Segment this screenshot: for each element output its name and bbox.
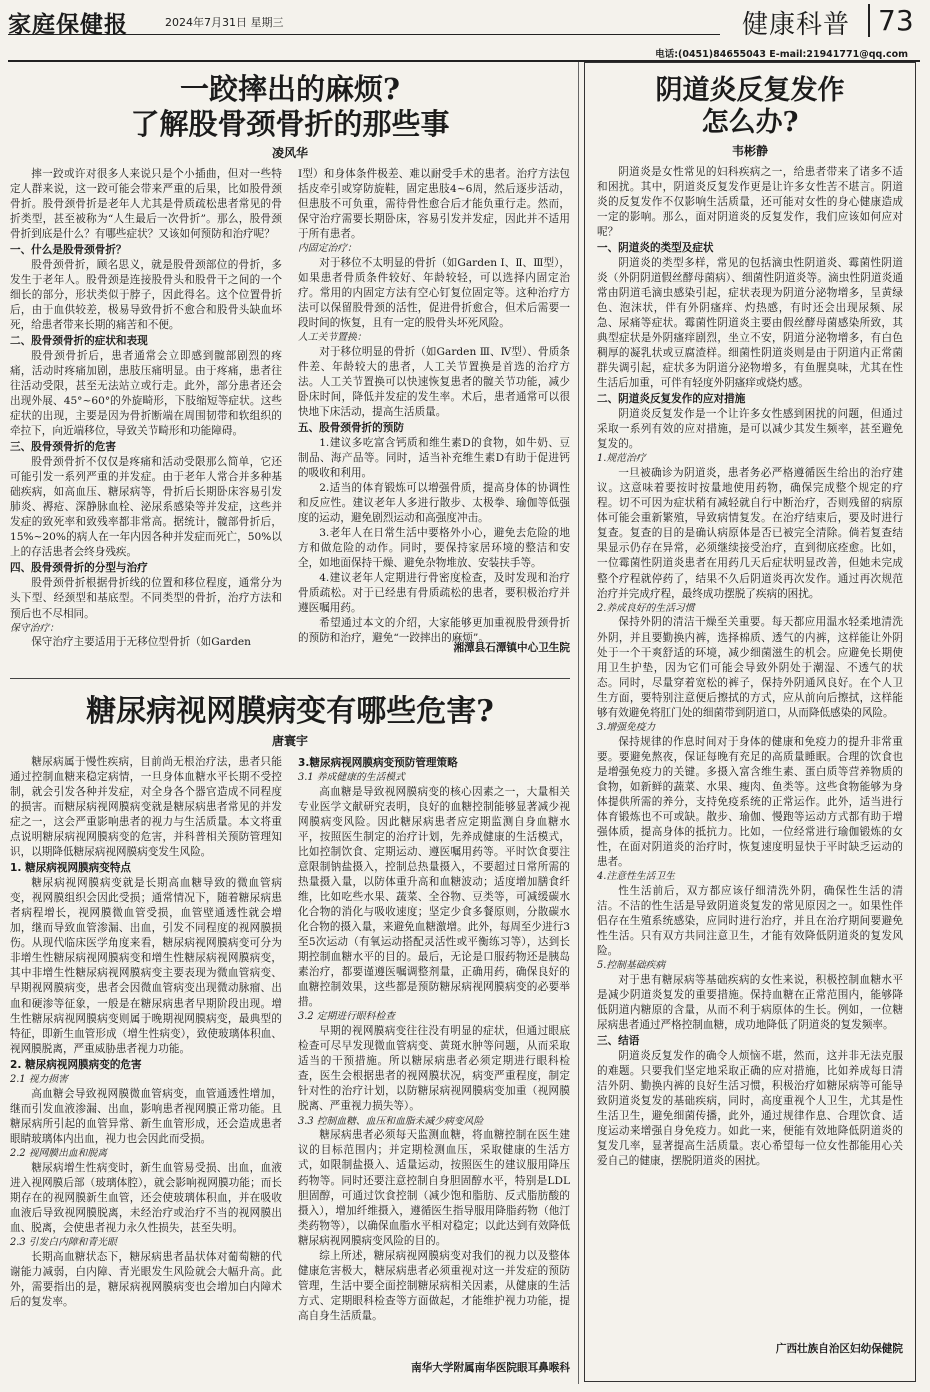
paragraph: 对于患有糖尿病等基础疾病的女性来说，积极控制血糖水平是减少阴道炎复发的重要措施。保持血糖在正常范围内，能够降低阴道内糖原的含量，从而不利于病原体的生长。例如，一位糖尿病患者通过严格控制血糖，成功地降低了阴道炎的复发频率。: [597, 973, 903, 1031]
article3-title-line1: 阴道炎反复发作: [655, 75, 845, 106]
paragraph: Ⅰ型）和身体条件极差、难以耐受手术的患者。治疗方法包括皮牵引或穿防旋鞋，固定患肢4~6周，然后逐步活动，但患肢不可负重，需待骨性愈合后才能负重行走。然而，保守治疗需要长期卧床，容易引发并发症，因此并不适用于所有患者。: [298, 167, 570, 240]
paragraph: 4.建议老年人定期进行骨密度检查，及时发现和治疗骨质疏松。对于已经患有骨质疏松的患者，要积极治疗并遵医嘱用药。: [298, 572, 570, 615]
page-number: 73: [868, 4, 914, 37]
article3-title-line2: 怎么办?: [701, 107, 799, 139]
section-heading: 内固定治疗：: [298, 242, 357, 254]
column-separator: [578, 62, 579, 1384]
issue-date: 2024年7月31日 星期三: [165, 16, 284, 29]
section-heading: 3.糖尿病视网膜病变预防管理策略: [298, 757, 458, 769]
paragraph: 早期的视网膜病变往往没有明显的症状，但通过眼底检查可尽早发现微血管病变、黄斑水肿等问题，从而采取适当的干预措施。所以糖尿病患者必须定期进行眼科检查，医生会根据患者的视网膜状况，病变严重程度，制定针对性的治疗计划，以防糖尿病视网膜病变加重（视网膜脱离、严重视力损失等）。: [298, 1025, 570, 1113]
paragraph: 糖尿病属于慢性疾病，目前尚无根治疗法，患者只能通过控制血糖来稳定病情，一旦身体血糖水平长期不受控制，就会引发各种并发症，对全身各个器官造成不同程度的损害。而糖尿病视网膜病变就是糖尿病患者常见的并发症之一，这会严重影响患者的视力与生活质量。本文将重点说明糖尿病视网膜病变的危害，并科普相关预防管理知识，以期降低糖尿病视网膜病变发生风险。: [10, 756, 282, 859]
article-femoral-neck: [10, 72, 570, 652]
masthead-rule: [8, 34, 720, 35]
section-heading: 1. 糖尿病视网膜病变特点: [10, 862, 132, 875]
article2-column-2: [298, 755, 570, 1365]
section-heading: 五、股骨颈骨折的预防: [298, 421, 404, 434]
paragraph: 长期高血糖状态下，糖尿病患者晶状体对葡萄糖的代谢能力减弱，白内障、青光眼发生风险就会大幅升高。此外，需要指出的是，糖尿病视网膜病变也会增加白内障术后的复发率。: [10, 1250, 282, 1308]
paragraph: 综上所述，糖尿病视网膜病变对我们的视力以及整体健康危害极大，糖尿病患者必须重视对这一并发症的预防管理，生活中要全面控制糖尿病相关因素，从健康的生活方式、定期眼科检查等方面做起，才能维护视力功能，提高自身生活质量。: [298, 1249, 570, 1322]
paragraph: 保持规律的作息时间对于身体的健康和免疫力的提升非常重要。要避免熬夜，保证每晚有充足的高质量睡眠。合理的饮食也是增强免疫力的关键。多摄入富含维生素、蛋白质等营养物质的食物，如新鲜的蔬菜、水果、瘦肉、鱼类等。这些食物能够为身体提供所需的养分，支持免疫系统的正常运作。此外，适当进行体育锻炼也不可或缺。散步、瑜伽、慢跑等运动方式都有助于增强体质，提高身体的抵抗力。比如，一位经常进行瑜伽锻炼的女性，在面对阴道炎的治疗时，恢复速度明显快于平时缺乏运动的患者。: [597, 735, 903, 868]
section-heading: 2. 糖尿病视网膜病变的危害: [10, 1058, 142, 1071]
article3-author: 韦彬静: [731, 143, 768, 158]
paragraph: 股骨颈骨折后，患者通常会立即感到髋部剧烈的疼痛，活动时疼痛加剧，患肢压痛明显。由于疼痛，患者往往活动受限，甚至无法站立或行走。此外，部分患者还会出现外展、45°~60°的外旋畸形，下肢缩短等症状。这些症状的出现，主要是因为骨折断端在周围韧带和软组织的牵拉下，向近端移位，导致关节畸形和功能障碍。: [10, 349, 282, 438]
paper-name: 家庭保健报: [8, 11, 128, 38]
paragraph: 保持外阴的清洁干燥至关重要。每天都应用温水轻柔地清洗外阴，并且要勤换内裤，选择棉质、透气的内裤，这样能让外阴处于一个干爽舒适的环境，减少细菌滋生的机会。应避免长期使用卫生护垫，因为它们可能会导致外阴处于潮湿、不透气的状态。同时，尽量穿着宽松的裤子，保持外阴通风良好。在个人卫生方面，要特别注意便后擦拭的方式，应从前向后擦拭，这样能够有效避免将肛门处的细菌带到阴道口，从而降低感染的风险。: [597, 616, 903, 719]
section-heading: 三、股骨颈骨折的危害: [10, 441, 116, 454]
paragraph: 股骨颈骨折不仅仅是疼痛和活动受限那么简单，它还可能引发一系列严重的并发症。由于老年人常合并多种基础疾病，如高血压、糖尿病等，骨折后长期卧床容易引发肺炎、褥疮、深静脉血栓、泌尿系感染等并发症，这些并发症的致死率和致残率都非常高。据统计，髋部骨折后，15%~20%的病人在一年内因各种并发症而死亡，50%以上的存活患者会终身残疾。: [10, 456, 282, 559]
section-heading: 3.1 养成健康的生活模式: [298, 772, 405, 784]
paragraph: 股骨颈骨折根据骨折线的位置和移位程度，通常分为头下型、经颈型和基底型。不同类型的骨折，治疗方法和预后也不尽相同。: [10, 577, 282, 620]
paragraph: 阴道炎反复发作是一个让许多女性感到困扰的问题，但通过采取一系列有效的应对措施，是可以减少其发生频率，甚至避免复发的。: [597, 408, 903, 451]
section-title: 健康科普: [742, 10, 851, 40]
section-heading: 一、什么是股骨颈骨折？: [10, 243, 127, 256]
article1-column-1: [10, 167, 282, 657]
paragraph: 2.适当的体育锻炼可以增强骨质，提高身体的协调性和反应性。建议老年人多进行散步、太极拳、瑜伽等低强度的运动，避免剧烈运动和高强度冲击。: [298, 482, 570, 525]
section-heading: 3.2 定期进行眼科检查: [298, 1011, 396, 1023]
section-heading: 人工关节置换：: [298, 331, 367, 343]
paragraph: 对于移位不太明显的骨折（如Garden Ⅰ、Ⅱ、Ⅲ型），如果患者骨质条件较好、年龄较轻，可以选择内固定治疗。常用的内固定方法有空心钉复位固定等。这种治疗方法可以保留股骨颈的活性，促进骨折愈合，但术后需要一段时间的恢复，且有一定的股骨头坏死风险。: [298, 256, 570, 329]
article3-source: 广西壮族自治区妇幼保健院: [775, 1342, 903, 1355]
section-heading: 2.3 引发白内障和青光眼: [10, 1236, 117, 1248]
section-heading: 4.注意性生活卫生: [597, 870, 675, 882]
masthead: [0, 0, 930, 46]
paragraph: 糖尿病患者必须每天监测血糖，将血糖控制在医生建议的目标范围内；并定期检测血压，采取健康的生活方式，如限制盐摄入、适量运动，按照医生的建议服用降压药物等。同时还要注意控制自身胆固醇水平，特别是LDL胆固醇，可通过饮食控制（减少饱和脂肪、反式脂肪酸的摄入），增加纤维摄入，遵循医生指导服用降脂药物（他汀类药物等），以确保血脂水平相对稳定；以此达到有效降低糖尿病视网膜病变风险的目的。: [298, 1129, 570, 1247]
paragraph: 保守治疗主要适用于无移位型骨折（如Garden: [31, 636, 251, 649]
paragraph: 阴道炎反复发作的确令人烦恼不堪，然而，这并非无法克服的难题。只要我们坚定地采取正确的应对措施，比如养成每日清洁外阴、勤换内裤的良好生活习惯，积极治疗如糖尿病等可能导致阴道炎复发的基础疾病，同时，高度重视个人卫生，尤其是性生活卫生，避免细菌传播，此外，通过规律作息、合理饮食、适度运动来增强自身免疫力。如此一来，便能有效地降低阴道炎的复发几率，显著提高生活质量。衷心希望每一位女性都能用心关爱自己的健康，摆脱阴道炎的困扰。: [597, 1050, 903, 1168]
section-heading: 2.2 视网膜出血和脱离: [10, 1147, 108, 1159]
paragraph: 高血糖会导致视网膜微血管病变，血管通透性增加，继而引发血液渗漏、出血，影响患者视网膜正常功能。且糖尿病所引起的血管异常、新生血管形成，还会造成患者眼睛玻璃体内出血，视力也会因此而受损。: [10, 1087, 282, 1145]
contact-info: 电话:(0451)84655043 E-mail:21941771@qq.com: [655, 49, 908, 60]
paragraph: 一旦被确诊为阴道炎，患者务必严格遵循医生给出的治疗建议。这意味着要按时按量地使用药物，确保完成整个规定的疗程。切不可因为症状稍有减轻就自行中断治疗，否则残留的病原体可能会重新繁殖，导致病情复发。在治疗结束后，要及时进行复查。复查的目的是确认病原体是否已被完全清除。倘若复查结果显示仍存在异常，必须继续接受治疗，直到彻底痊愈。比如，一位霉菌性阴道炎患者在用药几天后症状明显改善，但她未完成整个疗程就停药了，结果不久后阴道炎再次发作。通过再次规范治疗并完成疗程，最终成功摆脱了疾病的困扰。: [597, 467, 903, 600]
article2-source: 南华大学附属南华医院眼耳鼻喉科: [411, 1362, 570, 1374]
article1-title-line2: 了解股骨颈骨折的那些事: [130, 106, 450, 141]
section-heading: 二、阴道炎反复发作的应对措施: [597, 393, 746, 406]
paragraph: 希望通过本文的介绍，大家能够更加重视股骨颈骨折的预防和治疗，避免“一跤摔出的麻烦”。: [298, 617, 570, 645]
article1-column-2: [298, 167, 570, 657]
section-heading: 5.控制基础疾病: [597, 959, 666, 971]
paragraph: 1.建议多吃富含钙质和维生素D的食物，如牛奶、豆制品、海产品等。同时，适当补充维生素D有助于促进钙的吸收和利用。: [298, 436, 570, 479]
article3-body: [597, 165, 903, 1337]
paragraph: 高血糖是导致视网膜病变的核心因素之一，大量相关专业医学文献研究表明，良好的血糖控制能够显著减少视网膜病变风险。因此糖尿病患者应定期监测自身血糖水平，按照医生制定的治疗计划，先养成健康的生活模式，比如控制饮食、定期运动、遵医嘱用药等。平时饮食要注意限制钠盐摄入，控制总热量摄入，不要超过日常所需的热量摄入量，以防体重升高和血糖波动；适度增加膳食纤维，比如吃些水果、蔬菜、全谷物、豆类等，可减缓碳水化合物的消化与吸收速度；坚定少食多餐原则，分散碳水化合物的摄入量，来避免血糖激增。此外，每周至少进行3至5次运动（有氧运动搭配灵活性或平衡练习等），达到长期控制血糖水平的目的。最后，无论是口服药物还是胰岛素治疗，都要谨遵医嘱调整剂量，正确用药，确保良好的血糖控制效果，这些都是预防糖尿病视网膜病变的必要举措。: [298, 785, 570, 1009]
paragraph: 股骨颈骨折，顾名思义，就是股骨颈部位的骨折，多发生于老年人。股骨颈是连接股骨头和股骨干之间的一个细长的部分，形状类似于脖子，因此得名。这个位置骨折后，由于血供较差，极易导致骨折不愈合和股骨头缺血坏死，给患者带来长期的痛苦和不便。: [10, 258, 282, 331]
article2-author: 唐寰宇: [271, 734, 308, 748]
article1-author: 凌风华: [271, 145, 308, 160]
article-divider: [10, 678, 570, 679]
paragraph: 阴道炎是女性常见的妇科疾病之一，给患者带来了诸多不适和困扰。其中，阴道炎反复发作更是让许多女性苦不堪言。阴道炎的反复发作不仅影响生活质量，还可能对女性的身心健康造成一定的影响。那么，面对阴道炎的反复发作，我们应该如何应对呢？: [597, 165, 903, 238]
article1-title-line1: 一跤摔出的麻烦?: [180, 72, 400, 106]
article2-title: 糖尿病视网膜病变有哪些危害?: [86, 694, 494, 729]
section-heading: 3.增强免疫力: [597, 721, 656, 733]
section-heading: 保守治疗：: [10, 622, 59, 634]
section-heading: 2.养成良好的生活习惯: [597, 602, 695, 614]
section-heading: 四、股骨颈骨折的分型与治疗: [10, 562, 148, 575]
paragraph: 对于移位明显的骨折（如Garden Ⅲ、Ⅳ型）、骨质条件差、年龄较大的患者，人工关节置换是首选的治疗方法。人工关节置换可以快速恢复患者的髋关节功能，减少卧床时间，降低并发症的发生率。术后，患者通常可以很快地下床活动，提高生活质量。: [298, 345, 570, 418]
article-diabetic-retinopathy: [10, 694, 570, 1384]
section-heading: 三、结语: [597, 1034, 640, 1047]
section-heading: 1.规范治疗: [597, 453, 646, 465]
section-heading: 二、股骨颈骨折的症状和表现: [10, 334, 148, 347]
paragraph: 性生活前后，双方都应该仔细清洗外阴，确保性生活的清洁。不洁的性生活是导致阴道炎复发的常见原因之一。如果性伴侣存在生殖系统感染，应同时进行治疗，并且在治疗期间要避免性生活。只有双方共同注意卫生，才能有效降低阴道炎的复发风险。: [597, 884, 903, 957]
section-heading: 2.1 视力损害: [10, 1073, 68, 1085]
paragraph: 糖尿病增生性病变时，新生血管易受损、出血，血液进入视网膜后部（玻璃体腔），就会影响视网膜功能；而长期存在的视网膜新生血管，还会使玻璃体积血，并在吸收血液后导致视网膜脱离，未经治疗或治疗不当的视网膜出血、脱离，会使患者视力永久性损失，甚至失明。: [10, 1161, 282, 1234]
article1-source: 湘潭县石潭镇中心卫生院: [453, 642, 570, 654]
paragraph: 3.老年人在日常生活中要格外小心，避免去危险的地方和做危险的动作。同时，要保持家居环境的整洁和安全，如地面保持干燥、避免杂物堆放、安装扶手等。: [298, 527, 570, 570]
paragraph: 摔一跤或许对很多人来说只是个小插曲，但对一些特定人群来说，这一跤可能会带来严重的后果，比如股骨颈骨折。股骨颈骨折是老年人尤其是骨质疏松患者常见的骨折类型，甚至被称为“人生最后一次骨折”。那么，股骨颈骨折到底是什么？有哪些症状？又该如何预防和治疗呢？: [10, 167, 282, 240]
article2-column-1: [10, 755, 282, 1365]
article-vaginitis: [584, 62, 916, 1382]
paragraph: 阴道炎的类型多样，常见的包括滴虫性阴道炎、霉菌性阴道炎（外阴阴道假丝酵母菌病）、细菌性阴道炎等。滴虫性阴道炎通常由阴道毛滴虫感染引起，症状表现为阴道分泌物增多，呈黄绿色、泡沫状，伴有外阴瘙痒、灼热感，有时还会出现尿频、尿急、尿痛等症状。霉菌性阴道炎主要由假丝酵母菌感染所致，其典型症状是外阴瘙痒剧烈，坐立不安，阴道分泌物增多，有白色稠厚的凝乳状或豆腐渣样。细菌性阴道炎则是由于阴道内正常菌群失调引起，症状多为阴道分泌物增多，有鱼腥臭味，尤其在性生活后加重，可伴有轻度外阴瘙痒或烧灼感。: [597, 256, 903, 390]
paragraph: 糖尿病视网膜病变就是长期高血糖导致的微血管病变，视网膜组织会因此受损；通常情况下，随着糖尿病患者病程增长，视网膜微血管受损，血管壁通透性就会增加，继而导致血管渗漏、出血，引发不同程度的视网膜损伤。从现代临床医学角度来看，糖尿病视网膜病变可分为非增生性糖尿病视网膜病变和增生性糖尿病视网膜病变，其中非增生性糖尿病视网膜病变主要表现为微血管病变、早期视网膜病变，患者会因微血管病变出现微动脉瘤、出血和硬渗等征象，一般是在糖尿病患者早期阶段出现。增生性糖尿病视网膜病变则属于晚期视网膜病变，最典型的特征，即新生血管形成（增生性病变），致使玻璃体积血、视网膜脱离，严重威胁患者视力功能。: [10, 877, 282, 1055]
section-heading: 3.3 控制血糖、血压和血脂未减少病变风险: [298, 1115, 484, 1127]
section-heading: 一、阴道炎的类型及症状: [597, 241, 714, 254]
